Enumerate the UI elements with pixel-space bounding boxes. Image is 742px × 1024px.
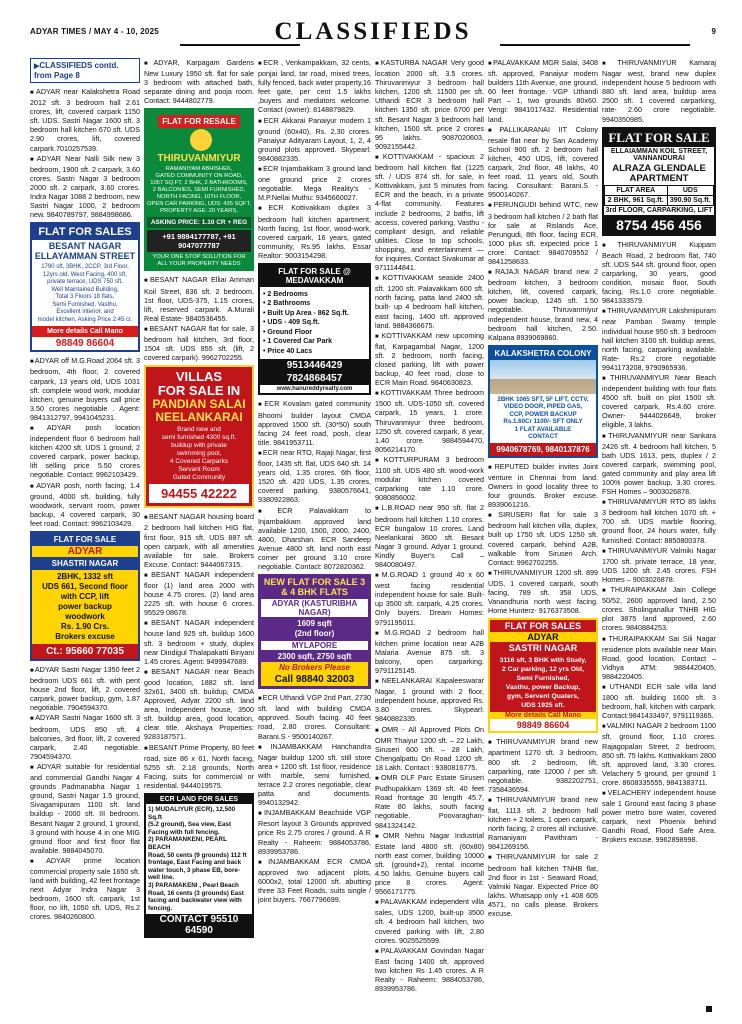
column-3 xyxy=(258,58,371,1018)
ad-box-locality-2: NEELANKARAI xyxy=(155,410,243,425)
ad-box-line: CONTACT xyxy=(528,433,558,441)
classified-listing: ■ ADYAR suitable for residential and commercial Gandhi Nagar 4 grounds Padmanabha Nagar 1 ground, Sastri Nagar 1.5 ground, Sivagamipuram 1100 sft. land buildup - 2000 sft. III bedroom. Besant Nagar 2 ground, 1 ground, 3 ground with house 4 in one MIG ground floor and first floor flat available. 9884045070. xyxy=(30,762,140,855)
ad-box-line: 2 BALCONIES, SEMI FURNISHED, xyxy=(152,187,246,194)
ad-box-table xyxy=(604,185,714,206)
alraza-display-ad xyxy=(602,127,716,236)
ad-box-phone: 9513446429 xyxy=(260,359,369,372)
ad-box-tagline: YOUR ONE STOP SOLUTION FOR ALL YOUR PROPERTY NEEDS xyxy=(152,254,246,268)
ad-box-line: (5.2 ground), Sea view, East xyxy=(148,821,232,829)
ad-box-heading: KALAKSHETRA COLONY xyxy=(490,347,596,360)
classified-listing: ■ KOTTIVAKKAM seaside 2400 sft. 1200 sft. Palavakkam 600 sft. north facing, patta land 2400 sft. built- up 4 bedroom hall kitchen, east facing, 1400 sft. approved land. 9884366675. xyxy=(375,273,484,330)
sastri-nagar-display-ad xyxy=(488,618,598,733)
classified-listing: ■ THURAIPAKKAM Jain College 50/52, 2600 approved land, 2.50 crores. Sholinganallur TNHB HIG plot 3875 land approved, 2.60 crores. 9840884253. xyxy=(602,585,716,632)
ad-box-line: • 2 Bathrooms xyxy=(263,300,311,308)
ad-box-lines xyxy=(490,394,596,443)
ad-box-line: 12yrs old, West Facing, 400 sft, xyxy=(43,271,127,278)
classified-listing: ■ KOTTIVAKKAM Three bedroom 1500 sft. UDS-1050 sft. covered carpark, 15 years, 1 crore. Thiruvanmiyur three bedroom, 1250 sft. covered carpark, 8 year, 1.40 crore. 9884594470, 8056214170. xyxy=(375,388,484,454)
ad-box-line: • Ground Floor xyxy=(263,328,313,336)
classified-listing: ■ ECR Injambakkam 3 ground land one ground price 2 crores negotiable. Mega Reality's - M.P.Nellai Muthu: 9345660027. xyxy=(258,164,371,202)
ad-box-locality-2: MYLAPORE xyxy=(261,641,368,650)
medavakkam-display-ad xyxy=(258,263,371,396)
ad-box-phone-2: 7824868457 xyxy=(260,372,369,385)
ad-box-broker-note: No Brokers Please xyxy=(261,662,368,673)
ad-box-project: ALRAZA GLENDALE APARTMENT xyxy=(612,162,706,184)
classified-listing: ■ THIRUVANMIYUR brand new flat, 1113 sft. 2 bedroom hall kitchen + 2 toilets, 1 open carpark, north facing, 2 crores all inclusive. Ramaniyam Pavithram - 9841269156. xyxy=(488,795,598,852)
classified-listing: ■ THIRUVANMIYUR for sale 2 bedroom hall kitchen TNHB flat, 2nd floor in 1st - Seaward Road, Valmiki Nagar. Expected Price 80 lakhs. Whatsapp only +1 408 605 4571, no calls please. Brokers excuse. xyxy=(488,852,598,918)
classified-listing: ■ INJAMBAKKAM Hanchandra Nagar buildup 1200 sft. still store area + 1200 sft. 1st floor, residence with marble, semi furnished, terrace 2.2 crores negotiable, clear patta and documents. 9940132942. xyxy=(258,742,371,808)
ad-box-line: Facing with full fencing. xyxy=(148,828,220,836)
ad-box-locality: ADYAR (KASTURIBHA NAGAR) xyxy=(261,599,368,617)
classified-listing: ■ THURAIPAKKAM Sai Sili Nagar residence plots available near Main Road, good location. Contact – Vidhya ATM: 9884420405, 9884220405. xyxy=(602,634,716,681)
classified-listing: ■ BESANT NAGAR Elliai Amman Koil Street, 836 sft. 2 bedroom, 1st floor, UDS-375, 1.15 crores, lift, reserved carpark. A.Murali Real Estate- 9840536455. xyxy=(144,275,254,322)
classified-listing: ■ SIRUSERI flat for sale 3 bedroom hall kitchen villa, duplex, built up 1750 sft. UDS 1250 sft. covered carpark, behind A2B, walkable from Siruseri Arch. Contact: 9962702255. xyxy=(488,510,598,567)
classified-listing: ■ KOTTURPURAM 3 bedroom 1100 sft. UDS 480 sft. wood-work modular kitchen covered carparking rate 1.10 crore. 9080856002. xyxy=(375,455,484,502)
ad-box-line: Road, 50 cents (9 grounds) 112 ft xyxy=(148,851,247,859)
table-cell: 2 BHK, 961 Sq.ft. xyxy=(605,195,668,205)
classified-listing: ■ THIRUVANMIYUR Lakshmipuram near Pamban Swamy temple individual house 950 sft. 3 bedroom hall kitchen 3100 sft. buildup areas, north facing, carparking available. Rate- Rs.2 crore negotiable 9941173208, 9790965936. xyxy=(602,306,716,372)
table-row xyxy=(605,185,714,195)
ad-box-heading: FLAT FOR SALES xyxy=(504,621,582,632)
classified-listing: ■ THIRUVANMIYUR Kamaraj Nagar west, brand new duplex independent house 5 bedroom with 880 sft. land area, buildup area 2500 sft. 1 covered carparking, rate- 2.60 crore negotiable. 9940350985. xyxy=(602,58,716,124)
classified-listing: ■ BESANT NAGAR flat for sale, 3 bedroom hall kitchen, 3rd floor, 1504 sft. UDS 855 sft. (lift, 2 covered carpark). 9962702255. xyxy=(144,324,254,362)
ad-box-line: 2) PARAMANKENI, PEARL BEACH xyxy=(148,836,227,851)
classified-listing: ■ BESANT NAGAR independent house land 925 sft. buildup 1600 sft. 3 bedroom + study, duplex near Dindigul Thalapakatti Biriyani 1.45 crores. Agent: 9499947689. xyxy=(144,618,254,665)
column-5 xyxy=(488,58,598,1018)
classified-listing: ■ M.G.ROAD 1 ground 40 x 60 west facing residential independent house for sale. Built-up 3500 sft. carpark, 4.25 crores. Only buyers. Dream Homes: 9791195011. xyxy=(375,570,484,627)
ad-box-line: Semi Furnished, xyxy=(516,675,570,683)
classified-listing: ■ ECR near RTO, Rajaji Nagar, first floor, 1435 sft. flat, UDS 640 sft. 14 years old, 1.35 crores. 6th floor, 1520 sft. 420 UDS, 1.35 crores, covered parking. 9380576641, 9380922863. xyxy=(258,448,371,505)
continued-label: ▶ CLASSIFIEDS contd. from Page 8 xyxy=(30,58,140,83)
ad-box-locality: ADYAR xyxy=(67,546,103,557)
ad-box-locality: PANDIAN SALAI xyxy=(152,397,246,412)
paper-dateline: ADYAR TIMES / MAY 4 - 10, 2025 xyxy=(30,27,159,36)
classified-listing: ■ ECR Kovalam gated community Bhoomi builder layout CMDA approved 1500 sft. (30*50) south facing 24 feet road, posh, clear title. 9841953711. xyxy=(258,399,371,446)
ad-box-line: with CCP, lift xyxy=(60,592,110,601)
ad-box-line: fencing. xyxy=(148,904,173,912)
classified-listing: ■ ECR Akkarai Panaiyur modern 1 ground (60x40), Rs. 2.30 crores. Panaiyur Adityaram Layout, 1, 2, 4 ground plots approved. Skypearl: 9840882335. xyxy=(258,116,371,163)
table-header-cell: UDS xyxy=(667,185,713,195)
ad-box-line: • UDS - 409 Sq.ft. xyxy=(263,319,320,327)
ad-box-line: GATED COMMUNITY ON ROAD, xyxy=(155,173,243,180)
classified-listing: ■ BESANT NAGAR housing board 2 bedroom hall kitchen HIG flat, first floor, 915 sft. UDS 887 sft. open carpark, with all amenities available for sale. Brokers Excuse. Contact: 9444067315. xyxy=(144,512,254,569)
ad-box-line: semi furnished 4300 sq.ft. xyxy=(161,434,237,442)
classified-listing: ■ THIRUVANMIYUR RTO 85 lakhs 3 bedroom hall kitchen 1070 sft. + 700 sft. UDS marble flooring, ground floor, 24 hours water, fully furnished. Contact: 8850800378. xyxy=(602,497,716,544)
kasturba-display-ad xyxy=(258,574,371,689)
ad-box-line: Rs.1.60Cr 1100/- SFT ONLY xyxy=(503,418,583,426)
classified-listing: ■ ADYAR posh, north facing, 1.4 ground, 4000 sft. building, fully woodwork, servant room, power backup, 4 covered carpark, 30 feet road. Contact: 9962103429. xyxy=(30,481,140,528)
table-header-cell: FLAT AREA xyxy=(605,185,668,195)
ad-box-heading: FLAT FOR SALES xyxy=(32,224,138,240)
classified-listing: ■ OMR DLF Parc Estate Siruseri Pudhupakkam 1369 sft. 40 feet Road frontage 30 length 45.7, Rate 80 lakhs, south facing negotiable. Poovaraghan- 9841324142. xyxy=(375,773,484,830)
classified-listing: ■ ADYAR Sastri Nagar 1600 sft. 3 bedroom, UDS 850 sft. 4 balconies, 3rd floor, lift, 2 covered carpark, 2.40 negotiable. 7904594370. xyxy=(30,713,140,760)
ad-box-line: Excellent interior, and xyxy=(56,309,114,316)
ad-box-lines xyxy=(32,262,138,326)
ad-box-line: gym, Servent Quaters, xyxy=(506,693,580,701)
ecr-land-display-ad xyxy=(144,793,254,938)
ad-box-line: woodwork xyxy=(65,612,105,621)
kalakshetra-display-ad xyxy=(488,345,598,458)
classified-listing: ■ THIRUVANMIYUR brand new apartment 1270 sft. 3 bedroom, 800 sft. 2 bedroom, lift, carparking, rate 12000 / per sft. negotiable. 9382202751, 7358436594. xyxy=(488,737,598,794)
ad-box-line: swimming pool, xyxy=(176,450,222,458)
ad-box-line: Gated Community xyxy=(172,474,226,482)
ad-box-phone: +91 9894177787, +91 9047077787 xyxy=(147,230,251,252)
classified-listing: ■ THIRUVANMIYUR Valmiki Nagar 1700 sft. private terrace, 18 year, UDS 1200 sft. 2.45 crores. FSH Homes – 9003026878. xyxy=(602,546,716,584)
ad-box-line: 3) PARAMAKENI , Pearl Beach xyxy=(148,881,239,889)
classified-listing: ■ PALAVAKKAM Govindan Nagar East facing 1400 sft. approved two kitchen Rs 1.45 crores. A R Realty - Raheem: 9884053786, 8939953786. xyxy=(375,946,484,993)
ad-box-footer: More details Call Mano xyxy=(490,712,596,719)
flat-for-sale-display-ad xyxy=(30,222,140,352)
ad-box-footer: More details Call Mano xyxy=(32,326,138,337)
classified-listing: ■ BESANT NAGAR near Beach good location, 1882 sft. land 32x61, 3400 sft. buildup, CMDA Approved, Adyar 2200 sft. land area, Independent house, 3500 sft. buildup area, good location, clear title. Akshaya Properties: 9283187571. xyxy=(144,667,254,742)
classified-listing: ■ ECR , Venkampakkam, 32 cents, ponjai land, tar road, mixed trees, fully fenced, back water property,16 feet gate, per cent 1.5 lakhs ,buyers and mediators welcome. Contact (owner): 8148879829. xyxy=(258,58,371,115)
page-title: CLASSIFIEDS xyxy=(274,18,472,45)
classified-listing: ■ THIRUVANMIYUR Kuppam Beach Road, 2 bedroom flat, 740 sft. UDS 544 sft. ground floor, open carparking, 30 years, good condition, mosaic floor, South facing, Rs.1.0 crore negotiable. 9841333579. xyxy=(602,240,716,306)
classified-listing: ■ NEELANKARAI Kapaleeswarar Nagar, 1 ground with 2 floor, independent house, approved Rs. 3.80 crores. Skypearl: 9840882335. xyxy=(375,676,484,723)
classified-listing: ■ ADYAR posh location independent floor 6 bedroom hall kitchen 4200 sft. UDS 1 ground, 2 covered carpark, power backup, lift selling price 5.50 crores negotiable. Contact: 9962103429. xyxy=(30,423,140,480)
classified-listing: ■ BESANT Prime Property, 80 feet road, size 86 x 61, North facing, 5255 sft. 2.18 grounds, North Facing, suits for commercial or residential. 9444019575. xyxy=(144,743,254,790)
classified-listing: ■ ECR Palavakkam to Injambakkam approved land available 1200, 1500, 2000, 2400, 4800, Dharshan. ECR Sandeep Avenue 4800 sft. land north east corner per ground 3.10 crore negotiable. Contact: 8072820362. xyxy=(258,506,371,572)
ad-box-features: 3rd FLOOR, CARPARKING, LIFT xyxy=(605,206,713,214)
ad-box-subheading: SASTRI NAGAR xyxy=(508,643,578,654)
classified-listing: ■ PALLIKARANAI IIT Colony resale flat near by San Academy School 900 sft. 2 bedroom hall kitchen, 450 UDS, lift, covered carpark, 2nd floor, 48 lakhs, 40 feet road. 11 years old, South facing. Consultant: Barani.S - 9500140267. xyxy=(488,125,598,200)
table-row xyxy=(605,195,714,205)
classified-listing: ■ RAJAJI NAGAR brand new 2 bedroom kitchen, 3 bedroom kitchen, lift, covered carpark, power backup, 1245 sft. 1.50 negotiable. Thiruvanmiyur independent house, brand new, 4 bedroom hall kitchen, 2.50. Kalpana 8939069860. xyxy=(488,267,598,342)
ad-box-line: water touch, 3 phase EB, bore- xyxy=(148,866,241,874)
ad-box-heading: FLAT FOR SALE xyxy=(32,533,138,546)
ad-box-line: Brand new and xyxy=(177,426,221,434)
page-header xyxy=(30,18,716,46)
ad-box-asking-price: ASKING PRICE: 1.10 CR + REG xyxy=(147,217,251,228)
ad-box-line: • Built Up Area - 862 Sq.ft. xyxy=(263,309,349,317)
ad-box-line: power backup xyxy=(58,602,112,611)
ad-box-locality: THIRUVANMIYUR xyxy=(157,153,241,165)
classified-listing: ■ BESANT NAGAR independent floor (1) land area 2000 with house 4.75 crores. (2) land area 2225 sft. with house 6 crores. 95529 08678. xyxy=(144,570,254,617)
classified-listing: ■ ECR Uthandi VGP 2nd Part, 2730 sft. land with building CMDA approved. South facing. 40 feet road, 2.80 crores. Consultant: Barani.S - 9500140267. xyxy=(258,693,371,740)
agency-logo-icon xyxy=(190,129,212,151)
classified-listing: ■ VELACHERY independent house sale 1 Ground east facing 3 phase power metro bore water, covered carpark, next Phoenix behind Gandhi Road, Flood Safe Area. Brokers excuse. 9962898998. xyxy=(602,788,716,845)
resale-display-ad xyxy=(144,108,254,271)
classified-listing: ■ M.G.ROAD 2 bedroom hall kitchen prime location near A2B Malaria Avenue 875 sft. 3 balcony, open carparking. 9791125145. xyxy=(375,628,484,675)
ad-box-heading-2: FOR SALE IN xyxy=(157,383,241,399)
ad-box-line: Total 3 Floors 18 flats, xyxy=(55,294,115,301)
ad-box-line: • Price 40 Lacs xyxy=(263,347,313,355)
classified-listing: ■ THIRUVANMIYUR near Sankara 2426 sft. 4 bedroom hall kitchen, 5 bath UDS 1613, pets, duplex / 2 covered carpark, swimming pool, gated community and play area lift 100% power backup, 3.30 crores. FSH Homes – 9003026878. xyxy=(602,431,716,497)
ad-box-line: VIDEO DOOR, PIPED GAS, xyxy=(503,403,583,411)
classified-listing: ■ KASTURBA NAGAR Very good location 2000 sft. 3.5 crores. Thiruvanmiyur 3 bedroom hall kitchen, 1200 sft. 11500 per sft. Uthandi ECR 3 bedroom hall kitchen 1350 sft. price 6700 per sft. Besant Nagar 3 bedroom hall kitchen, 1500 sft. price 2 crores 95 lakhs. 9087020603, 9092155442. xyxy=(375,58,484,151)
ad-box-floor: (2nd floor) xyxy=(294,629,335,639)
ad-box-lines xyxy=(260,287,369,360)
ad-box-line: UDS 661, Second floor xyxy=(42,582,128,591)
ad-box-line: 2BHK, 1332 sft xyxy=(56,572,114,581)
ad-box-heading: VILLAS xyxy=(175,369,223,385)
column-6 xyxy=(602,58,716,1018)
ad-box-line: buildup with private xyxy=(171,442,227,450)
classified-listing: ■ THIRUVANMIYUR 1200 sft. 899 UDS, 1 covered carpark, south facing, 789 sft. 358 UDS, Vanandhuria north west facing. Home Hunterz- 9176373508. xyxy=(488,568,598,615)
ad-box-line: RAMANIYAM ABHISHEK, xyxy=(165,166,233,173)
ad-box-line: CCP, POWER BACKUP xyxy=(509,410,577,418)
classified-listing: ■ ECR Kottivakkam duplex 3 bedroom hall kitchen apartment, North facing, 1st floor, wood-work, covered carpark, 16 years, gated community, Rs.95 lakhs. Essar Realtor: 9003154298. xyxy=(258,203,371,260)
ad-box-lines xyxy=(32,570,138,644)
classified-listing: ■ ADYAR, Karpagam Gardens New Luxury 1950 sft. flat for sale 3 bedroom with attached bath, separate dining and pooja room. Contact: 9444802779. xyxy=(144,58,254,105)
ad-box-lines xyxy=(490,654,596,712)
ad-box-phone: CONTACT 95510 64590 xyxy=(146,914,252,936)
ad-box-line: 1 FLAT AVAILABLE xyxy=(514,425,572,433)
ad-box-line: Well Maintained Building, xyxy=(51,286,119,293)
classified-listing: ■ PALAVAKKAM independent villa sales, UDS 1200, built-up 3500 sft. 4 bedroom hall kitchen, two covered parking with lift, 2.80 crores. 9025525599. xyxy=(375,897,484,944)
ad-box-line: 2 Car parking, 12 yrs Old, xyxy=(502,666,584,674)
ad-box-phone: 94455 42222 xyxy=(149,484,249,503)
classified-listing: ■ ADYAR Near Nalli Silk new 3 bedroom, 1900 sft. 2 carpark, 3.60 crores. Sastri Nagar 3 bedroom 2000 sft. 2 carpark, 3.60 crores. Indra Nagar 1088 2 bedroom, new Sastri Nagar 1000, 2 bedroom new. 9840789797, 9884998686. xyxy=(30,154,140,220)
end-marker xyxy=(706,1006,712,1012)
ad-box-line: Road, 16 cents (3 grounds) East xyxy=(148,889,244,897)
ad-box-line: NORTH FACING, 10TH FLOOR, xyxy=(156,194,242,201)
ad-box-line: • 2 Bedrooms xyxy=(263,290,308,298)
classified-listing: ■ OMR - All Approved Plots On OMR Thaiyur 1200 sft. – 22 Lakh, Siruseri 600 sft. – 28 Lakh, Chengalpattu On Road 1200 sft. 18 Lakh. Contact : 9380816775. xyxy=(375,725,484,772)
ad-box-line: 2BHK 1065 SFT, 5F LIFT, CCTV, xyxy=(497,395,589,403)
ad-box-line: 3116 sft, 3 BHK with Study, xyxy=(499,657,587,665)
ad-box-subheading: ELLAIAMMAN KOIL STREET, VANNANDURAI xyxy=(610,147,708,162)
ad-box-line: UDS 1925 sft. xyxy=(521,702,565,710)
ad-box-area: 1609 sqft xyxy=(297,619,332,629)
ad-box-line: Vasthu, power Backup, xyxy=(505,684,581,692)
classified-listing: ■ KOTTIVAKKAM new upcoming flat, Karpagambal Nagar, 1200 sft. 2 bedroom, north facing, closed parking, lift with power backup, 40 feet road, close to ECR Main Road. 9840630823. xyxy=(375,331,484,388)
ad-box-heading: NEW FLAT FOR SALE 3 & 4 BHK FLATS xyxy=(263,577,366,598)
ad-box-line: OPEN CAR PARKING, UDS: 435 SQFT, xyxy=(147,201,251,208)
classified-listing: ■ PERUNGUDI behind WTC, new 3 bedroom hall kitchen / 2 bath flat for sale at Rislands Ace, Perungudi, 8th floor, facing ECR, 1000 plus sft. expected price 1 crore. Contact: 9840709552 / 9841258633. xyxy=(488,200,598,266)
ad-box-lines xyxy=(146,804,252,914)
classified-listing: ■ ADYAR near Kalakshetra Road 2012 sft. 3 bedroom hall 2.61 crores, lift, covered carpark 1150 sft. UDS. Sastri Nagar 1600 sft. 3 bedroom hall kitchen 670 sft. UDS 2.90 crores, lift, covered carpark.7010257539. xyxy=(30,87,140,153)
ad-box-area-2: 2300 sqft, 2750 sqft xyxy=(277,652,352,662)
ad-box-line: PROPERTY AGE: 20 YEARS, xyxy=(160,208,238,215)
ad-box-phone: 8754 456 456 xyxy=(604,216,714,234)
ad-box-line: 1) MUDALIYUR (ECR), 12,500 Sq.ft xyxy=(148,806,236,821)
classified-listing: ■ THIRUVANMIYUR Near Beach independent building with four flats 4500 sft. built on plot 1500 sft. covered carpark, Rs.4.60 crore. Owner- 9444026649, broker eligible, 3 lakhs. xyxy=(602,373,716,430)
classified-listing: ■ ADYAR prime location commercial property sale 1650 sft. land with building, 42 feet frontage next Adyar Indra Nagar 3 bedroom, 1600 sft. carpark, 1st floor, no lift, 1050 sft. UDS, Rs.2 crores. 9840260800. xyxy=(30,856,140,922)
ad-box-line: well line. xyxy=(148,874,175,882)
classified-listing: ■ UTHANDI ECR sale villa land 1800 sft. building 1600 sft. 3 bedroom, hall, kitchen with carpark. Contact:9841433497, 9791119365. xyxy=(602,682,716,720)
classified-listing: ■ ADYAR Sastri Nagar 1350 feet 2 bedroom UDS 661 sft. with pent house 2nd floor, lift, 2 covered carpark, power backup, gym, 1.87 negotiable. 7904594370. xyxy=(30,665,140,712)
ad-box-line: facing and backwater view with xyxy=(148,897,242,905)
ad-box-phone: 98849 86604 xyxy=(490,719,596,731)
classified-listing: ■ INJAMBAKKAM ECR CMDA approved two adjacent plots, 6000x2, total 12000 sft. abutting three 33 Feet Roads, suits single / joint buyers. 7667796699. xyxy=(258,857,371,904)
ad-box-heading: FLAT FOR RESALE xyxy=(158,115,240,128)
ad-box-line: Semi Furnished, Vasthu, xyxy=(52,301,118,308)
table-cell: 390.90 Sq.ft. xyxy=(667,195,713,205)
ad-box-subheading: BESANT NAGAR ELLAYAMMAN STREET xyxy=(34,241,136,262)
ad-box-line: Rs. 1.90 Crs. xyxy=(60,622,110,631)
column-2 xyxy=(144,58,254,1018)
ad-box-phone: Ct.: 95660 77035 xyxy=(32,644,138,659)
ad-box-locality: ADYAR xyxy=(490,632,596,642)
classified-listing: ■ REPUTED builder invites Joint venture in Chennai from land. Owners in good locality three to four grounds. Broker excuse. 8939061216. xyxy=(488,462,598,509)
ad-box-phone: Call 98840 32003 xyxy=(261,673,368,686)
ad-box-lines xyxy=(147,166,251,215)
villas-display-ad xyxy=(144,365,254,508)
column-4 xyxy=(375,58,484,1018)
ad-box-heading: FLAT FOR SALE @ MEDAVAKKAM xyxy=(260,265,369,287)
ad-box-line: • 1 Covered Car Park xyxy=(263,338,332,346)
column-1 xyxy=(30,58,140,1018)
classified-listing: ■ L.B.ROAD near 950 sft. flat 2 bedroom hall kitchen 1.10 crores. ECR bungalow 10 crores. Land Neelankarai 3600 sft. Besant Nagar 3 ground. Adyar 1 ground. Kindly Buyer's Call – 9840080497. xyxy=(375,503,484,569)
classified-listing: ■ KOTTIVAKKAM - spacious 2 bedroom hall kitchen flat (1225 sft. / UDS 874 sft. for sale, in Kottivakkam, just 5 minutes from ECR and the beach, in a private 4-flat community. Features include 2 bedrooms, 2 baths, lift access, covered parking, Vasthu - compliant design, and reliable utilities. Close to top schools, shopping, and entertainment — for inquires. Contact Sivakumar at 9711144841. xyxy=(375,152,484,272)
ad-box-line: private terrace, UDS 750 sft, xyxy=(47,279,123,286)
ad-box-line: 4 Covered Carparks xyxy=(169,458,229,466)
ad-box-line: Brokers excuse xyxy=(55,632,115,641)
ad-box-line: 1057 SQ.FT, 2 BHK, 2 BATHROOMS, xyxy=(150,180,248,187)
ad-box-top-row xyxy=(147,111,251,151)
ad-box-line: model kitchen, Asking Price 2.45 cr. xyxy=(37,316,133,323)
classified-listing: ■ ADYAR off M.G.Road 2064 sft. 3 bedroom, 4th floor, 2 covered carpark, 13 years old, UDS 1031 sft. complete wood work, modular kitchen, genuine buyers call price 3.50 crores negotiable . Agent: 9841312797, 9941045231. xyxy=(30,356,140,422)
ad-box-phone: 9940678769, 9840137876 xyxy=(490,443,596,456)
ad-box-heading: ECR LAND FOR SALES xyxy=(146,795,252,804)
classified-listing: ■ INJAMBAKKAM Beachside VGP Resort layout 3 Grounds approved price Rs 2.75 crores / ground. A R Realty - Raheem: 9884053786, 8939953786. xyxy=(258,808,371,855)
page-number: 9 xyxy=(711,27,716,36)
ad-box-lines xyxy=(149,426,249,482)
classified-listing: ■ OMR Nehru Nagar Industrial Estate land 4800 sft. (60x80) north east corner, building 10000 sft. (ground+2), rental income 4.50 lakhs. Genuine buyers call price 8 crores. Agent: 9566171775. xyxy=(375,831,484,897)
ad-box-line: 1790 sft, 3BHK, 2CCP, 3rd Floor, xyxy=(41,264,129,271)
classified-listing: ■ VALMIKI NAGAR 2 bedroom 1100 sft. ground floor, 1.10 crores. Rajagopalan Street, 2 bedroom, 850 sft. 75 lakhs. Kottivakkam 2800 sft. approved land, 3.30 crores. Velachery 5 ground, per ground 1 crore. 8608335555, 9841383711. xyxy=(602,721,716,787)
ad-box-subheading: SHASTRI NAGAR xyxy=(32,557,138,570)
ad-box-phone: 98849 86604 xyxy=(55,338,115,350)
building-photo xyxy=(490,360,596,394)
classified-listing: ■ PALAVAKKAM MGR Salai, 3408 sft. approved, Panaiyur modern builders 11th Avenue, one ground, 60 feet frontage. VGP Uthandi Part – 1, two grounds 80x60. Vengi: 9841017432. Residential land. xyxy=(488,58,598,124)
ad-box-heading: FLAT FOR SALE xyxy=(604,129,714,147)
ad-box-line: Servant Room xyxy=(178,466,220,474)
ad-box-line: frontage, East Facing and back xyxy=(148,859,242,867)
header-rule-right xyxy=(500,44,690,46)
ad-box-website: www.hanureddyrealty.com xyxy=(276,386,353,393)
shastri-nagar-display-ad xyxy=(30,531,140,661)
